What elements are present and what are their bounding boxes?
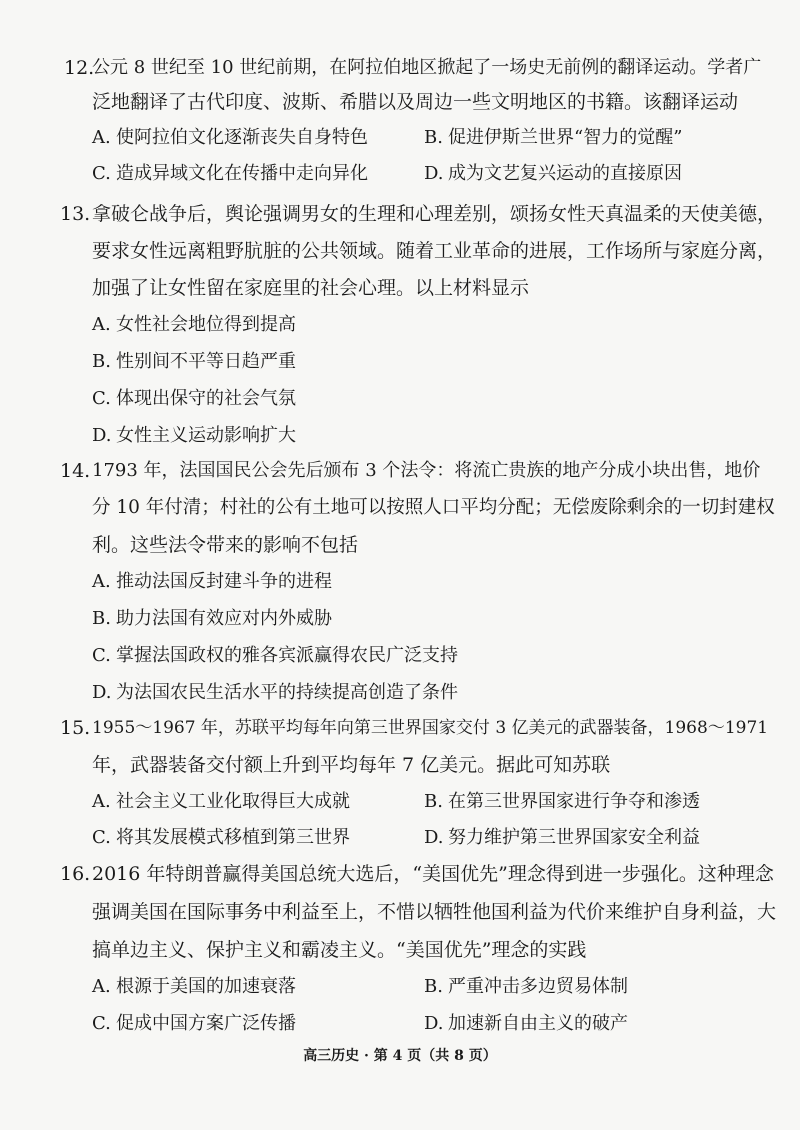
option-text: 社会主义工业化取得巨大成就 bbox=[116, 791, 350, 812]
option-letter: C. bbox=[92, 827, 111, 848]
option-a bbox=[92, 570, 332, 594]
question-number: 15. bbox=[60, 717, 91, 739]
option-letter: C. bbox=[92, 388, 111, 409]
option-letter: B. bbox=[92, 351, 111, 372]
option-text: 根源于美国的加速衰落 bbox=[116, 976, 296, 997]
option-b bbox=[424, 975, 628, 999]
option-d bbox=[424, 162, 682, 186]
option-text: 女性主义运动影响扩大 bbox=[116, 425, 296, 446]
question-text-line: 搞单边主义、保护主义和霸凌主义。“美国优先”理念的实践 bbox=[92, 939, 587, 961]
option-c bbox=[92, 387, 296, 411]
option-text: 促进伊斯兰世界“智力的觉醒” bbox=[448, 127, 683, 148]
option-d bbox=[424, 826, 700, 850]
option-b bbox=[92, 350, 296, 374]
question-number: 12. bbox=[64, 57, 95, 79]
page-footer: 高三历史 · 第 4 页（共 8 页） bbox=[303, 1048, 497, 1064]
option-d bbox=[92, 424, 296, 448]
option-a bbox=[92, 313, 296, 337]
option-a bbox=[92, 126, 368, 150]
option-letter: A. bbox=[92, 976, 111, 997]
option-letter: C. bbox=[92, 1013, 111, 1034]
question-text-line: 拿破仑战争后，舆论强调男女的生理和心理差别，颂扬女性天真温柔的天使美德， bbox=[92, 203, 777, 225]
option-text: 努力维护第三世界国家安全利益 bbox=[448, 827, 700, 848]
option-text: 使阿拉伯文化逐渐丧失自身特色 bbox=[116, 127, 368, 148]
question-text-line: 泛地翻译了古代印度、波斯、希腊以及周边一些文明地区的书籍。该翻译运动 bbox=[92, 91, 739, 113]
option-letter: D. bbox=[424, 1013, 444, 1034]
option-b bbox=[424, 790, 700, 814]
option-letter: B. bbox=[92, 608, 111, 629]
question-number: 14. bbox=[60, 460, 91, 482]
option-letter: D. bbox=[424, 163, 444, 184]
option-d bbox=[424, 1012, 628, 1036]
option-text: 助力法国有效应对内外威胁 bbox=[116, 608, 332, 629]
option-letter: B. bbox=[424, 791, 443, 812]
option-text: 将其发展模式移植到第三世界 bbox=[116, 827, 350, 848]
option-text: 加速新自由主义的破产 bbox=[448, 1013, 628, 1034]
option-letter: B. bbox=[424, 976, 443, 997]
option-letter: D. bbox=[424, 827, 444, 848]
question-text-line: 1955～1967 年，苏联平均每年向第三世界国家交付 3 亿美元的武器装备，1968～1971 bbox=[92, 718, 769, 738]
question-text-line: 年，武器装备交付额上升到平均每年 7 亿美元。据此可知苏联 bbox=[92, 754, 611, 776]
option-letter: B. bbox=[424, 127, 443, 148]
option-text: 成为文艺复兴运动的直接原因 bbox=[448, 163, 682, 184]
question-text-line: 公元 8 世纪至 10 世纪前期，在阿拉伯地区掀起了一场史无前例的翻译运动。学者广 bbox=[92, 57, 762, 78]
option-text: 为法国农民生活水平的持续提高创造了条件 bbox=[116, 682, 458, 703]
option-a bbox=[92, 790, 350, 814]
option-text: 性别间不平等日趋严重 bbox=[116, 351, 296, 372]
option-letter: A. bbox=[92, 791, 111, 812]
question-text-line: 分 10 年付清；村社的公有土地可以按照人口平均分配；无偿废除剩余的一切封建权 bbox=[92, 497, 775, 518]
option-text: 体现出保守的社会气氛 bbox=[116, 388, 296, 409]
question-text-line: 利。这些法令带来的影响不包括 bbox=[92, 534, 359, 556]
option-text: 女性社会地位得到提高 bbox=[116, 314, 296, 335]
question-text-line: 2016 年特朗普赢得美国总统大选后，“美国优先”理念得到进一步强化。这种理念 bbox=[92, 863, 774, 885]
option-letter: D. bbox=[92, 425, 112, 446]
question-text-line: 1793 年，法国国民公会先后颁布 3 个法令：将流亡贵族的地产分成小块出售，地价 bbox=[92, 460, 761, 481]
option-b bbox=[92, 607, 332, 631]
option-c bbox=[92, 826, 350, 850]
option-b bbox=[424, 126, 682, 150]
option-text: 在第三世界国家进行争夺和渗透 bbox=[448, 791, 700, 812]
option-text: 造成异域文化在传播中走向异化 bbox=[116, 163, 368, 184]
question-number: 16. bbox=[60, 863, 91, 885]
option-d bbox=[92, 681, 458, 705]
option-a bbox=[92, 975, 296, 999]
option-letter: D. bbox=[92, 682, 112, 703]
option-letter: C. bbox=[92, 645, 111, 666]
option-c bbox=[92, 1012, 296, 1036]
option-text: 掌握法国政权的雅各宾派赢得农民广泛支持 bbox=[116, 645, 458, 666]
option-letter: A. bbox=[92, 314, 111, 335]
option-text: 严重冲击多边贸易体制 bbox=[448, 976, 628, 997]
option-text: 促成中国方案广泛传播 bbox=[116, 1013, 296, 1034]
question-text-line: 加强了让女性留在家庭里的社会心理。以上材料显示 bbox=[92, 277, 530, 299]
question-text-line: 强调美国在国际事务中利益至上，不惜以牺牲他国利益为代价来维护自身利益，大 bbox=[92, 901, 777, 923]
option-letter: A. bbox=[92, 127, 111, 148]
option-c bbox=[92, 162, 368, 186]
option-letter: C. bbox=[92, 163, 111, 184]
question-number: 13. bbox=[60, 203, 91, 225]
question-text-line: 要求女性远离粗野肮脏的公共领域。随着工业革命的进展，工作场所与家庭分离， bbox=[92, 240, 777, 262]
option-text: 推动法国反封建斗争的进程 bbox=[116, 571, 332, 592]
option-c bbox=[92, 644, 458, 668]
option-letter: A. bbox=[92, 571, 111, 592]
